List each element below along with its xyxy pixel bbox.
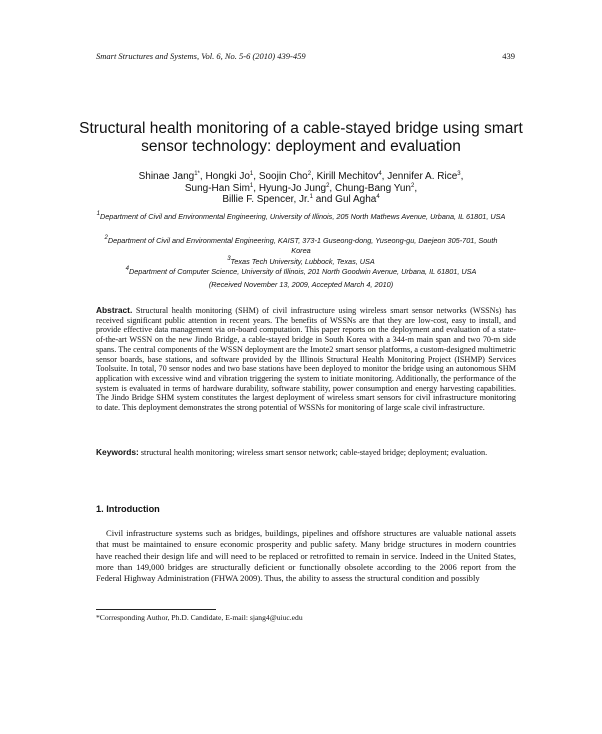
received-date: (Received November 13, 2009, Accepted March 4, 2010) (208, 280, 394, 289)
author: Chung-Bang Yun$^2$ (334, 182, 415, 194)
running-head: Smart Structures and Systems, Vol. 6, No. 5-6 (2010) 439-459 (96, 51, 306, 61)
keywords-text: structural health monitoring; wireless smart sensor network; cable-stayed bridge; deployment; evaluation. (140, 448, 488, 457)
author: Hyung-Jo Jung$^2$ (258, 182, 330, 194)
abstract (96, 306, 516, 413)
paper-title: Structural health monitoring of a cable-stayed bridge using smart sensor technology: deployment and evaluation (79, 120, 523, 155)
author: Gul Agha$^4$ (335, 194, 380, 206)
section-body: Civil infrastructure systems such as bridges, buildings, pipelines and offshore structures are valuable national assets that must be maintained to ensure economic prosperity and public safety. Many bridge structures in modern countries have reached their design life and will need to be replaced or retrofitted to remain in service. Indeed in the United States, more than 149,000 bridges are structurally deficient or functionally obsolete according to the 2006 report from the Federal Highway Administration (FHWA 2009). Thus, the ability to assess the structural condition and possibly (96, 528, 516, 584)
footnote: *Corresponding Author, Ph.D. Candidate, E-mail: sjang4@uiuc.edu (96, 613, 303, 622)
affiliation: $^4$Department of Computer Science, University of Illinois, 201 North Goodwin Avenue, Urbana, IL 61801, USA (125, 266, 477, 276)
author: Sung-Han Sim$^1$ (184, 182, 254, 194)
author-connector: and (315, 194, 333, 206)
author: Jennifer A. Rice$^3$ (387, 171, 461, 182)
affiliation: $^1$Department of Civil and Environmental Engineering, University of Illinois, 205 North Mathews Avenue, Urbana, IL 61801, USA (96, 211, 506, 221)
author: Shinae Jang$^{1*}$ (138, 171, 200, 182)
author: Hongki Jo$^1$ (205, 171, 254, 182)
keywords (96, 448, 516, 458)
section-heading: 1. Introduction (96, 504, 160, 514)
author: Kirill Mechitov$^4$ (316, 171, 382, 182)
abstract-label: Abstract. (96, 305, 133, 315)
abstract-text: Structural health monitoring (SHM) of civil infrastructure using wireless smart sensor networks (WSSNs) has received significant public attention in recent years. The benefits of WSSNs are that they are low-cost, easy to install, and provide effective data management via on-board computation. This paper reports on the deployment and evaluation of a state-of-the-art WSSN on the new Jindo Bridge, a cable-stayed bridge in South Korea with a 344-m main span and two 70-m side spans. The central components of the WSSN deployment are the Imote2 smart sensor platforms, a custom-designed multimetric sensor boards, base stations, and software provided by the Illinois Structural Health Monitoring Project (ISHMP) Services Toolsuite. In total, 70 sensor nodes and two base stations have been deployed to monitor the bridge using an autonomous SHM application with excessive wind and vibration triggering the system to initiate monitoring. Additionally, the performance of the system is evaluated in terms of hardware durability, software stability, power consumption and energy harvesting capabilities. The Jindo Bridge SHM system constitutes the largest deployment of wireless smart sensors for civil infrastructure monitoring to date. This deployment demonstrates the strong potential of WSSNs for monitoring of large scale civil infrastructure. (96, 306, 517, 413)
author-list: Shinae Jang$^{1*}$, Hongki Jo$^1$, Soojin Cho$^2$, Kirill Mechitov$^4$, Jennifer A. Rice$^3$, Sung-Han Sim$^1$, Hyung-Jo Jung$^2$, Chung-Bang Yun$^2$, Billie F. Spencer, Jr.$^1$ and Gul Agha$^4$ (138, 171, 464, 206)
footnote-rule (96, 609, 216, 610)
keywords-label: Keywords: (96, 447, 139, 457)
page-number: 439 (502, 51, 515, 61)
affiliation: $^2$Department of Civil and Environmental Engineering, KAIST, 373-1 Guseong-dong, Yuseong-gu, Daejeon 305-701, South Korea (104, 235, 498, 255)
affiliation: $^3$Texas Tech University, Lubbock, Texas, USA (227, 256, 375, 266)
author: Billie F. Spencer, Jr.$^1$ (222, 194, 313, 206)
author: Soojin Cho$^2$ (258, 171, 312, 182)
